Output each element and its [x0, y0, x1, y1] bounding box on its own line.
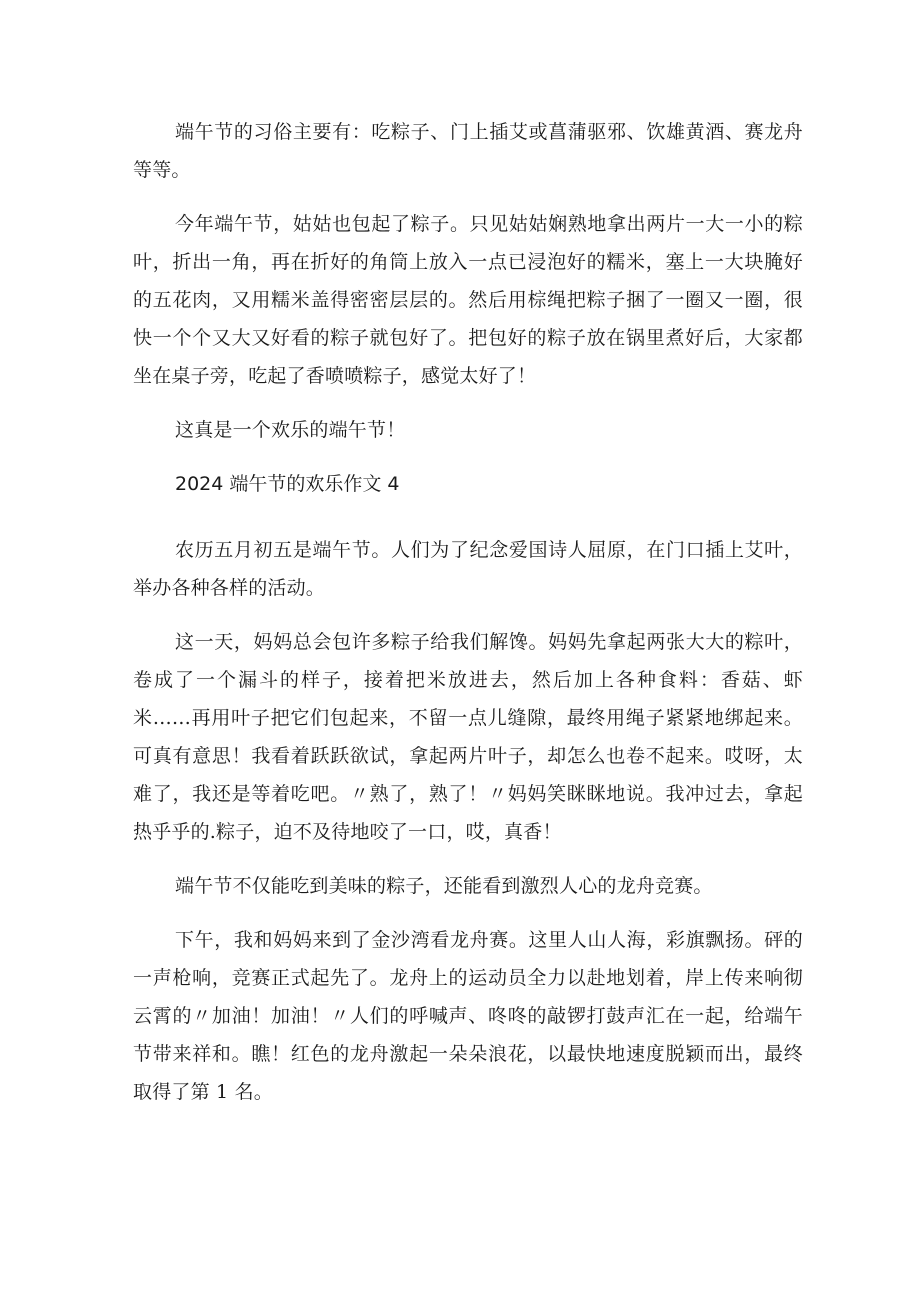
paragraph-lunar-calendar: 农历五月初五是端午节。人们为了纪念爱国诗人屈原，在门口插上艾叶，举办各种各样的活动。	[133, 539, 803, 599]
paragraph-aunt-zongzi: 今年端午节，姑姑也包起了粽子。只见姑姑娴熟地拿出两片一大一小的粽叶，折出一角，再在折好的角筒上放入一点已浸泡好的糯米，塞上一大块腌好的五花肉，又用糯米盖得密密层层的。然后用棕绳把粽子捆了一圈又一圈，很快一个个又大又好看的粽子就包好了。把包好的粽子放在锅里煮好后，大家都坐在桌子旁，吃起了香喷喷粽子，感觉太好了！	[133, 213, 803, 387]
document-body	[133, 113, 803, 1127]
paragraph-happy-festival: 这真是一个欢乐的端午节！	[175, 419, 406, 441]
paragraph-customs: 端午节的习俗主要有：吃粽子、门上插艾或菖蒲驱邪、饮雄黄酒、赛龙舟等等。	[133, 121, 803, 181]
essay-heading: 2024 端午节的欢乐作文 4	[175, 473, 400, 495]
paragraph-mom-zongzi: 这一天，妈妈总会包许多粽子给我们解馋。妈妈先拿起两张大大的粽叶，卷成了一个漏斗的样子，接着把米放进去，然后加上各种食料：香菇、虾米……再用叶子把它们包起来，不留一点儿缝隙，最终用绳子紧紧地绑起来。可真有意思！我看着跃跃欲试，拿起两片叶子，却怎么也卷不起来。哎呀，太难了，我还是等着吃吧。〃熟了，熟了！〃妈妈笑眯眯地说。我冲过去，拿起热乎乎的.粽子，迫不及待地咬了一口，哎，真香！	[133, 631, 803, 843]
paragraph-dragon-boat-intro: 端午节不仅能吃到美味的粽子，还能看到激烈人心的龙舟竞赛。	[175, 875, 713, 897]
paragraph-dragon-boat-race: 下午，我和妈妈来到了金沙湾看龙舟赛。这里人山人海，彩旗飘扬。砰的一声枪响，竞赛正式起先了。龙舟上的运动员全力以赴地划着，岸上传来响彻云霄的〃加油！加油！〃人们的呼喊声、咚咚的敲锣打鼓声汇在一起，给端午节带来祥和。瞧！红色的龙舟激起一朵朵浪花，以最快地速度脱颖而出，最终取得了第 1 名。	[133, 929, 803, 1103]
